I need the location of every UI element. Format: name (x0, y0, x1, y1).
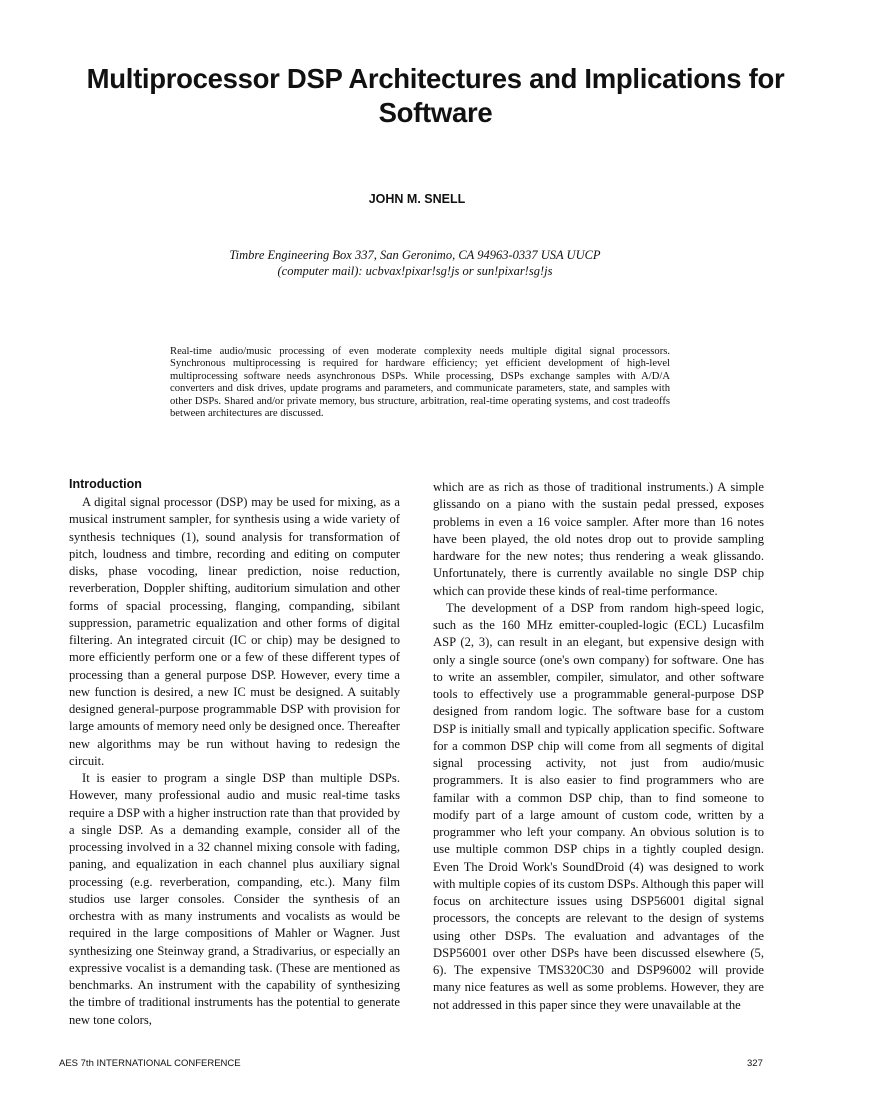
author-name: JOHN M. SNELL (368, 192, 466, 206)
right-column (433, 479, 764, 1014)
body-paragraph: It is easier to program a single DSP than multiple DSPs. However, many professional audio and music real-time tasks require a DSP with a higher instruction rate than that provided by a single DSP. As a demanding example, consider all of the processing involved in a 32 channel mixing console with fading, paning, and equalization in each channel plus auxiliary signal processing (e.g. reverberation, companding, etc.). Many film studios use larger consoles. Consider the synthesis of an orchestra with as many instruments and vocalists as would be required in the large compositions of Mahler or Wagner. Just synthesizing one Steinway grand, a Stradivarius, or especially an expressive vocalist is a demanding task. (These are mentioned as benchmarks. An instrument with the capability of synthesizing the timbre of traditional instruments has the potential to generate new tone colors, (69, 771, 400, 1027)
affiliation-line-1: Timbre Engineering Box 337, San Geronimo, CA 94963-0337 USA UUCP (229, 248, 601, 262)
author-affiliation (150, 247, 680, 279)
paper-title: Multiprocessor DSP Architectures and Implications for Software (86, 63, 785, 128)
body-paragraph: A digital signal processor (DSP) may be used for mixing, as a musical instrument sampler, for synthesis using a wide variety of synthesis techniques (1), sound analysis for transformation of pitch, loudness and timbre, recording and editing on computer disks, phase vocoding, linear prediction, noise reduction, reverberation, Doppler shifting, auditorium simulation and other forms of spacial processing, flanging, companding, sibilant suppression, parametric equalization and other forms of digital filtering. An integrated circuit (IC or chip) may be designed to more efficiently perform one or a few of these different types of processing than a general purpose DSP. However, every time a new function is desired, a new IC must be designed. A suitably designed general-purpose programmable DSP with provision for large amounts of memory need only be designed once. Thereafter new algorithms may be run without having to redesign the circuit. (69, 495, 400, 768)
left-column (69, 477, 400, 1029)
abstract: Real-time audio/music processing of even moderate complexity needs multiple digital signal processors. Synchronous multiprocessing is required for hardware efficiency; yet efficient development of high-level multiprocessing software needs asynchronous DSPs. While processing, DSPs exchange samples with A/D/A converters and disk drives, update programs and parameters, and communicate parameters, state, and samples with other DSPs. Shared and/or private memory, bus structure, arbitration, real-time operating systems, and cost tradeoffs between architectures are discussed. (170, 346, 670, 420)
affiliation-line-2: (computer mail): ucbvax!pixar!sg!js or sun!pixar!sg!js (277, 264, 553, 278)
body-paragraph: which are as rich as those of traditional instruments.) A simple glissando on a piano with the sustain pedal pressed, exposes problems in even a 16 voice sampler. After more than 16 notes have been played, the old notes drop out to provide sampling hardware for the new notes; thus rendering a weak glissando. Unfortunately, there is currently available no single DSP chip which can provide these kinds of real-time performance. (433, 480, 764, 598)
page-number: 327 (747, 1058, 763, 1069)
footer-conference: AES 7th INTERNATIONAL CONFERENCE (59, 1058, 241, 1069)
body-paragraph: The development of a DSP from random high-speed logic, such as the 160 MHz emitter-coupled-logic (ECL) Lucasfilm ASP (2, 3), can result in an elegant, but expensive design with only a single source (one's own company) for software. One has to write an assembler, compiler, simulator, and other software tools to effectively use a programmable general-purpose DSP designed from random logic. The software base for a custom DSP is initially small and typically application specific. Software for a common DSP chip will come from all segments of digital signal processing activity, not just from audio/music programmers. It is also easier to find programmers who are familar with a common DSP chip, than to find someone to modify part of a large amount of custom code, written by a programmer who left your company. An obvious solution is to use multiple common DSP chips in a tightly coupled design. Even The Droid Work's SoundDroid (4) was designed to work with multiple copies of its custom DSPs. Although this paper will focus on architecture issues using DSP56001 digital signal processors, the concepts are relevant to the design of systems using other DSPs. The evaluation and advantages of the DSP56001 over other DSPs have been discussed elsewhere (5, 6). The expensive TMS320C30 and DSP96002 will provide many nice features as well as some problems. However, they are not addressed in this paper since they were unavailable at the (433, 600, 764, 1012)
section-heading-introduction: Introduction (69, 477, 142, 491)
